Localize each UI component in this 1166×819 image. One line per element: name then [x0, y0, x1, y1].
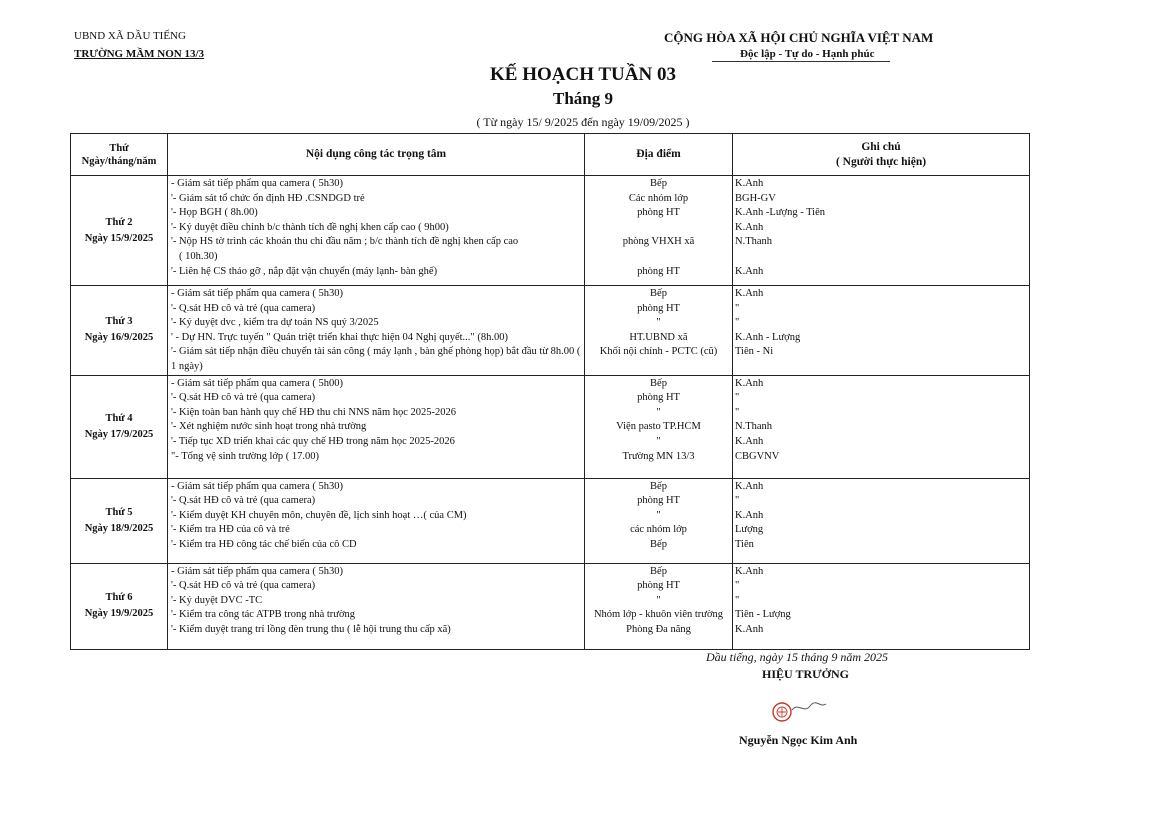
note-cell	[733, 286, 1030, 376]
note-cell	[733, 176, 1030, 286]
motto-underline	[712, 61, 890, 62]
note-line: K.Anh	[735, 623, 764, 635]
location-line: Bếp	[650, 178, 667, 189]
note-line: BGH-GV	[735, 192, 776, 204]
note-line: "	[735, 580, 740, 592]
day-label: Thứ 3	[105, 316, 133, 328]
location-line: Bếp	[650, 288, 667, 299]
day-cell	[71, 286, 168, 376]
location-line: Bếp	[650, 377, 667, 389]
note-line: Tiên	[735, 538, 754, 550]
note-line: N.Thanh	[735, 421, 773, 433]
task-line: '- Liên hệ CS tháo gỡ , nắp đặt vận chuyển (máy lạnh- bàn ghế)	[171, 265, 438, 277]
location-line: "	[656, 594, 661, 606]
note-line: CBGVNV	[735, 450, 780, 462]
signature-stamp-icon	[764, 696, 834, 731]
location-line: Bếp	[650, 480, 667, 492]
day-label: Thứ 2	[105, 216, 133, 228]
header-day-line1: Thứ	[109, 142, 129, 154]
location-line: "	[656, 406, 661, 418]
note-line: "	[735, 392, 740, 404]
day-cell	[71, 478, 168, 563]
location-line: Trường MN 13/3	[622, 450, 695, 462]
signer-name: Nguyễn Ngọc Kim Anh	[739, 733, 858, 747]
location-line: phòng HT	[637, 207, 680, 219]
task-line: - Giám sát tiếp phẩm qua camera ( 5h00)	[171, 377, 344, 389]
note-line: K.Anh	[735, 288, 764, 299]
location-cell	[585, 286, 733, 376]
table-row	[71, 375, 1030, 478]
task-line: '- Kiểm duyệt KH chuyên môn, chuyên đề, lịch sinh hoạt …( của CM)	[171, 509, 467, 521]
national-motto: Độc lập - Tự do - Hạnh phúc	[740, 48, 875, 60]
task-line: '- Giám sát tiếp nhận điều chuyển tài sản công ( máy lạnh , bàn ghế phòng họp) bắt đầu từ 8h.00 ( 1 ngày)	[171, 346, 581, 372]
location-line: Phòng Đa năng	[626, 623, 691, 635]
note-line: "	[735, 594, 740, 606]
location-line: Khối nội chính - PCTC (cũ)	[599, 346, 718, 358]
day-date: Ngày 18/9/2025	[84, 522, 154, 534]
day-date: Ngày 15/9/2025	[84, 232, 154, 244]
location-line: phòng HT	[637, 495, 680, 507]
location-line: phòng HT	[637, 302, 680, 314]
task-line: '- Tiếp tục XD triển khai các quy chế HĐ trong năm học 2025-2026	[171, 435, 455, 447]
task-line: '- Giám sát tổ chức ổn định HĐ .CSNDGD trẻ	[171, 192, 365, 204]
task-line: '- Xét nghiệm nước sinh hoạt trong nhà trường	[171, 421, 367, 433]
day-cell	[71, 563, 168, 649]
location-line	[585, 221, 732, 236]
location-cell	[585, 176, 733, 286]
location-line: các nhóm lớp	[630, 524, 687, 536]
note-line: K.Anh - Lượng	[735, 331, 801, 343]
note-line	[735, 250, 1029, 265]
day-cell	[71, 375, 168, 478]
tasks-cell	[168, 176, 585, 286]
task-line: "- Tổng vệ sinh trường lớp ( 17.00)	[171, 450, 320, 462]
note-line: K.Anh	[735, 435, 764, 447]
tasks-cell	[168, 375, 585, 478]
location-line	[585, 250, 732, 265]
tasks-cell	[168, 286, 585, 376]
task-line: '- Q.sát HĐ cô và trẻ (qua camera)	[171, 580, 316, 592]
task-line: '- Q.sát HĐ cô và trẻ (qua camera)	[171, 495, 316, 507]
header-note	[733, 134, 1030, 176]
note-cell	[733, 478, 1030, 563]
location-line: Nhóm lớp - khuôn viên trường	[593, 609, 724, 621]
weekly-plan-table	[70, 133, 1030, 650]
note-line: Tiên - Lượng	[735, 609, 791, 621]
document-subtitle: Tháng 9	[553, 89, 613, 108]
day-label: Thứ 5	[105, 506, 133, 518]
note-line: "	[735, 495, 740, 507]
note-line: K.Anh	[735, 480, 764, 492]
note-line: K.Anh	[735, 509, 764, 521]
task-line: '- Kiện toàn ban hành quy chế HĐ thu chi NNS năm học 2025-2026	[171, 406, 457, 418]
task-line: '- Ký duyệt DVC -TC	[171, 594, 263, 606]
national-title: CỘNG HÒA XÃ HỘI CHỦ NGHĨA VIỆT NAM	[664, 30, 934, 45]
date-range: ( Từ ngày 15/ 9/2025 đến ngày 19/09/2025 )	[476, 115, 690, 129]
task-line: ( 10h.30)	[179, 250, 218, 262]
task-line: '- Ký duyệt dvc , kiểm tra dự toán NS quý 3/2025	[171, 317, 379, 329]
task-line: - Giám sát tiếp phẩm qua camera ( 5h30)	[171, 480, 344, 492]
location-line: "	[656, 317, 661, 329]
document-title: KẾ HOẠCH TUẦN 03	[490, 64, 676, 85]
location-line: Viện pasto TP.HCM	[616, 421, 701, 433]
tasks-cell	[168, 563, 585, 649]
table-header-row	[71, 134, 1030, 176]
day-label: Thứ 4	[105, 412, 133, 424]
table-row	[71, 478, 1030, 563]
note-line: K.Anh	[735, 265, 764, 277]
note-line: K.Anh	[735, 221, 764, 233]
note-line: Lượng	[735, 524, 764, 536]
location-line: "	[656, 435, 661, 447]
location-line: Bếp	[650, 538, 667, 550]
task-line: '- Q.sát HĐ cô và trẻ (qua camera)	[171, 302, 316, 314]
header-content: Nội dụng công tác trọng tâm	[168, 134, 585, 176]
note-line: "	[735, 302, 740, 314]
table-row	[71, 176, 1030, 286]
location-line: Bếp	[650, 565, 667, 577]
task-line: '- Kiểm tra HĐ của cô và trẻ	[171, 524, 290, 536]
day-label: Thứ 6	[105, 592, 133, 604]
org-line-1: UBND XÃ DẦU TIẾNG	[74, 30, 186, 42]
location-line: Các nhóm lớp	[628, 192, 689, 204]
day-date: Ngày 17/9/2025	[84, 428, 154, 440]
header-day-line2: Ngày/tháng/năm	[81, 155, 157, 167]
task-line: - Giám sát tiếp phẩm qua camera ( 5h30)	[171, 178, 344, 189]
note-line: N.Thanh	[735, 236, 773, 248]
task-line: '- Kiểm duyệt trang trí lồng đèn trung thu ( lễ hội trung thu cấp xã)	[171, 623, 451, 635]
task-line: - Giám sát tiếp phẩm qua camera ( 5h30)	[171, 565, 344, 577]
location-cell	[585, 478, 733, 563]
task-line: '- Q.sát HĐ cô và trẻ (qua camera)	[171, 392, 316, 404]
day-date: Ngày 16/9/2025	[84, 332, 154, 344]
org-line-2: TRƯỜNG MẦM NON 13/3	[74, 48, 205, 60]
note-cell	[733, 375, 1030, 478]
header-day	[71, 134, 168, 176]
task-line: '- Kiểm tra công tác ATPB trong nhà trường	[171, 609, 356, 621]
note-line: K.Anh	[735, 565, 764, 577]
tasks-cell	[168, 478, 585, 563]
location-line: phòng HT	[637, 580, 680, 592]
task-line: '- Nộp HS tờ trình các khoản thu chi đầu năm ; b/c thành tích đề nghị khen cấp cao	[171, 236, 519, 248]
location-line: phòng HT	[637, 392, 680, 404]
location-cell	[585, 563, 733, 649]
location-line: HT.UBND xã	[629, 331, 688, 343]
location-line: "	[656, 509, 661, 521]
header-note-line1: Ghi chú	[861, 140, 901, 153]
location-line: phòng VHXH xã	[622, 236, 695, 248]
note-line: K.Anh	[735, 178, 764, 189]
note-line: "	[735, 406, 740, 418]
table-row	[71, 286, 1030, 376]
day-cell	[71, 176, 168, 286]
table-row	[71, 563, 1030, 649]
task-line: '- Kiểm tra HĐ công tác chế biến của cô CD	[171, 538, 357, 550]
location-line: phòng HT	[637, 265, 680, 277]
note-line: K.Anh -Lượng - Tiên	[735, 207, 825, 219]
header-location: Địa điểm	[585, 134, 733, 176]
task-line: '- Họp BGH ( 8h.00)	[171, 207, 258, 219]
task-line: '- Ký duyệt điều chỉnh b/c thành tích đề nghị khen cấp cao ( 9h00)	[171, 221, 449, 233]
note-line: "	[735, 317, 740, 329]
note-cell	[733, 563, 1030, 649]
signing-date-place: Dầu tiếng, ngày 15 tháng 9 năm 2025	[706, 650, 888, 664]
note-line: Tiên - Ni	[735, 346, 774, 358]
header-note-line2: ( Người thực hiện)	[835, 155, 927, 168]
task-line: ' - Dự HN. Trực tuyến " Quán triệt triển khai thực hiện 04 Nghị quyết..." (8h.00)	[171, 331, 508, 343]
note-line: K.Anh	[735, 377, 764, 389]
task-line: - Giám sát tiếp phẩm qua camera ( 5h30)	[171, 288, 344, 299]
location-cell	[585, 375, 733, 478]
day-date: Ngày 19/9/2025	[84, 608, 154, 620]
signer-role: HIỆU TRƯỞNG	[762, 667, 850, 681]
